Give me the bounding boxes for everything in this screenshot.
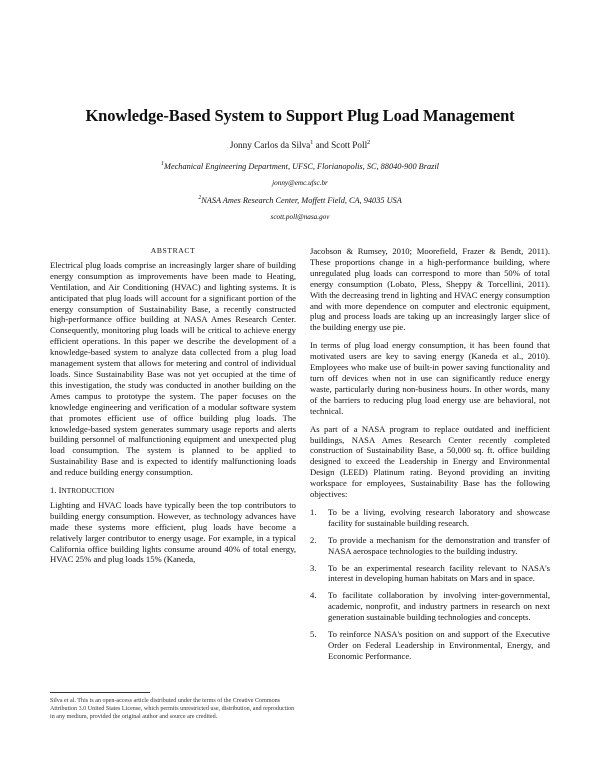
objectives-list <box>310 507 550 662</box>
author-email: jonny@emc.ufsc.br <box>272 179 328 187</box>
affiliation-mark: 1 <box>310 139 314 146</box>
author-name: Jonny Carlos da Silva <box>229 140 311 150</box>
license-footnote: Silva et al. This is an open-access article distributed under the terms of the Creative Commons Attribution 3.0 United States License, which permits unrestricted use, distribution, and reproduction in any medium, provided the original author and source are credited. <box>50 698 295 720</box>
paragraph: As part of a NASA program to replace outdated and inefficient buildings, NASA Ames Research Center recently completed construction of Sustainability Base, a 50,000 sq. ft. office building designed to exceed the Leadership in Energy and Environmental Design (LEED) Platinum rating. Beyond providing an inviting workspace for employees, Sustainability Base has the following objectives: <box>310 423 550 500</box>
list-item <box>310 535 550 557</box>
right-column <box>310 246 550 668</box>
section-title-rest: NTRODUCTION <box>61 486 115 496</box>
affiliation-text: Mechanical Engineering Department, UFSC, Florianopolis, SC, 88040-900 Brazil <box>164 162 439 171</box>
author-email: scott.poll@nasa.gov <box>270 213 330 221</box>
item-number: 3. <box>310 562 317 573</box>
section-heading <box>50 485 296 497</box>
list-item <box>310 590 550 623</box>
item-text: To be an experimental research facility relevant to NASA's interest in developing human habitats on Mars and in space. <box>328 562 550 584</box>
item-text: To facilitate collaboration by involving inter-governmental, academic, nonprofit, and industry partners in research on next generation sustainable building technologies and concepts. <box>328 590 550 623</box>
item-text: To reinforce NASA's position on and support of the Executive Order on Federal Leadership in Environmental, Energy, and Economic Performance. <box>328 629 550 661</box>
paragraph: In terms of plug load energy consumption, it has been found that motivated users are key to saving energy (Kaneda et al., 2010). Employees who make use of built-in power saving functionality and turn off devices when not in use can significantly reduce energy waste, particularly during non-business hours. In other words, many of the barriers to reducing plug load energy use are behavioral, not technical. <box>310 340 550 416</box>
abstract-text: Electrical plug loads comprise an increasingly larger share of building energy consumption as improvements have been made to Heating, Ventilation, and Air Conditioning (HVAC) and lighting systems. It is anticipated that plug loads will account for a significant portion of the energy consumption of Sustainability Base, a recently constructed high-performance office building at NASA Ames Research Center. Consequently, monitoring plug loads will be critical to achieve energy efficient operations. In this paper we describe the development of a knowledge-based system to analyze data collected from a plug load management system that allows for metering and control of individual loads. Since Sustainability Base was not yet occupied at the time of this investigation, the study was conducted in another building on the Ames campus to prototype the system. The paper focuses on the knowledge engineering and verification of a modular software system that promotes efficient use of office building plug loads. The knowledge-based system generates summary usage reports and alerts building personnel of malfunctioning equipment and unexpected plug load consumption. The system is planned to be applied to Sustainability Base and is expected to identify malfunctioning loads and reduce building energy consumption. <box>50 259 296 478</box>
affiliation-mark: 2 <box>367 139 371 146</box>
footnote-rule <box>50 692 150 693</box>
affiliation-text: NASA Ames Research Center, Moffett Field, CA, 94035 USA <box>201 196 402 205</box>
item-number: 4. <box>310 590 317 601</box>
list-item <box>310 629 550 662</box>
item-number: 1. <box>310 506 317 517</box>
list-item <box>310 563 550 585</box>
item-number: 5. <box>310 629 317 640</box>
affiliation <box>0 196 600 205</box>
list-item <box>310 507 550 529</box>
author-separator: and <box>313 140 332 150</box>
affiliation-mark: 2 <box>198 195 202 202</box>
author-line <box>0 140 600 150</box>
author-name: Scott Poll <box>331 140 368 150</box>
abstract-heading: ABSTRACT <box>150 246 196 255</box>
section-number: 1. <box>50 485 59 496</box>
affiliation-mark: 1 <box>161 161 165 168</box>
paragraph: Lighting and HVAC loads have typically been the top contributors to building energy consumption. However, as technology advances have made these systems more efficient, plug loads have become a relatively larger contributor to energy usage. For example, in a typical California office building lights consume around 40% of total energy, HVAC 25% and plug loads 15% (Kaneda, <box>50 499 296 565</box>
affiliation <box>0 162 600 171</box>
item-text: To be a living, evolving research laboratory and showcase facility for sustainable building research. <box>328 506 550 528</box>
item-text: To provide a mechanism for the demonstration and transfer of NASA aerospace technologies to the building industry. <box>328 534 550 556</box>
paragraph: Jacobson & Rumsey, 2010; Moorefield, Frazer & Bendt, 2011). These proportions change in a high-performance building, where unregulated plug loads can correspond to more than 50% of total energy consumption (Lobato, Pless, Sheppy & Torcellini, 2011). With the decreasing trend in lighting and HVAC energy consumption and with more dependence on computer and electronic equipment, plug and process loads are taking up an increasingly larger slice of the building energy use pie. <box>310 246 550 333</box>
item-number: 2. <box>310 534 317 545</box>
section-title-initial: I <box>58 485 62 496</box>
left-column <box>50 246 296 572</box>
paper-title: Knowledge-Based System to Support Plug Load Management <box>85 106 515 125</box>
